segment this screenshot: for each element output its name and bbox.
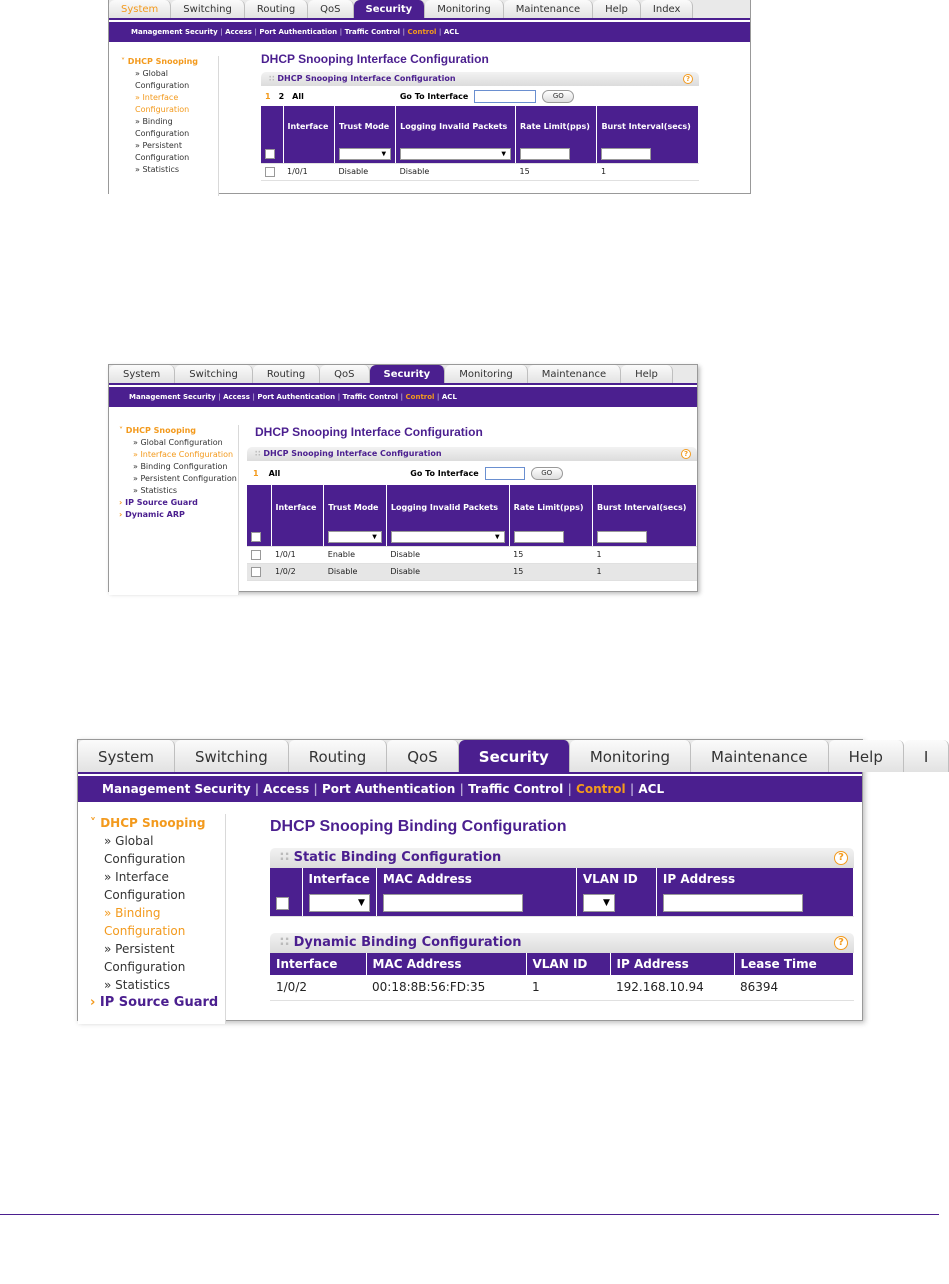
- sidebar-item-global-configuration[interactable]: » Global Configuration: [133, 438, 223, 447]
- sidebar-item-interface-configuration[interactable]: » Interface Configuration: [133, 450, 234, 459]
- edit-row: [270, 890, 854, 916]
- pagination-row: [247, 461, 697, 485]
- subnav-separator: |: [629, 782, 639, 796]
- subnav-traffic-control[interactable]: Traffic Control: [468, 782, 564, 796]
- tab-routing[interactable]: Routing: [245, 0, 308, 18]
- select-column-header: [270, 868, 302, 890]
- rate-limit-input[interactable]: [514, 531, 564, 543]
- subnav-separator: |: [436, 393, 442, 401]
- sidebar-item-statistics[interactable]: » Statistics: [104, 978, 171, 992]
- chevron-right-icon: ›: [119, 498, 126, 507]
- sidebar-item-persistent-configuration[interactable]: » Persistent Configuration: [135, 141, 190, 162]
- goto-interface-label: Go To Interface: [399, 91, 469, 101]
- select-column-header: [261, 106, 283, 146]
- subnav-separator: |: [339, 28, 345, 36]
- edit-cell: [302, 890, 376, 916]
- sidebar: [109, 425, 239, 595]
- cell-vlan-id: 1: [526, 975, 610, 1001]
- panel-header: ∷ DHCP Snooping Interface Configuration ?: [261, 72, 699, 86]
- cell-mac-address: 00:18:8B:56:FD:35: [366, 975, 526, 1001]
- trust-mode-select[interactable]: [339, 148, 391, 160]
- goto-interface-input[interactable]: [485, 467, 525, 480]
- chevron-right-icon: ›: [90, 995, 100, 1010]
- go-button[interactable]: GO: [531, 467, 563, 480]
- subnav-separator: |: [254, 782, 264, 796]
- cell-logging: Disable: [386, 546, 509, 563]
- subnav-control[interactable]: Control: [405, 393, 435, 401]
- sidebar: [109, 56, 219, 196]
- tab-switching[interactable]: Switching: [171, 0, 245, 18]
- select-all-checkbox[interactable]: [265, 149, 275, 159]
- sidebar-item-ip-source-guard[interactable]: › IP Source Guard: [90, 995, 219, 1010]
- dynamic-binding-table: [270, 953, 854, 1002]
- edit-row: [247, 529, 697, 546]
- help-icon[interactable]: ?: [834, 936, 848, 950]
- page-title: DHCP Snooping Interface Configuration: [261, 52, 489, 66]
- sidebar-item-statistics[interactable]: » Statistics: [135, 165, 180, 174]
- grip-icon: ∷: [280, 850, 294, 865]
- edit-cell: [261, 146, 283, 163]
- row-checkbox[interactable]: [251, 567, 261, 577]
- subnav-separator: |: [252, 393, 258, 401]
- sidebar-item-persistent-configuration[interactable]: » Persistent Configuration: [133, 474, 237, 483]
- tab-maintenance[interactable]: Maintenance: [691, 740, 829, 772]
- edit-cell: [270, 890, 302, 916]
- page-footer-rule: [0, 1214, 939, 1215]
- tab-monitoring[interactable]: Monitoring: [445, 365, 527, 383]
- column-header: Logging Invalid Packets: [396, 106, 516, 146]
- subnav-management-security[interactable]: Management Security: [131, 28, 218, 36]
- sidebar-item-global-configuration[interactable]: » Global Configuration: [135, 69, 190, 90]
- main-content: [270, 818, 854, 1001]
- column-header: Burst Interval(secs): [597, 106, 699, 146]
- page-link-1[interactable]: 1: [253, 468, 259, 478]
- page-title: DHCP Snooping Binding Configuration: [270, 818, 567, 835]
- column-header: VLAN ID: [576, 868, 656, 890]
- tab-routing[interactable]: Routing: [289, 740, 388, 772]
- binding-config-screenshot: [77, 739, 929, 1021]
- trust-mode-select[interactable]: [328, 531, 382, 543]
- column-header: Trust Mode: [324, 485, 387, 529]
- subnav-access[interactable]: Access: [225, 28, 252, 36]
- cell-rate-limit: 15: [509, 563, 592, 580]
- security-subnav: [78, 776, 862, 802]
- subnav-control[interactable]: Control: [407, 28, 437, 36]
- goto-interface-input[interactable]: [474, 90, 536, 103]
- vlan-id-select[interactable]: [583, 894, 615, 912]
- subnav-management-security[interactable]: Management Security: [129, 393, 216, 401]
- edit-cell: [509, 529, 592, 546]
- edit-cell: [396, 146, 516, 163]
- tab-maintenance[interactable]: Maintenance: [528, 365, 621, 383]
- tab-switching[interactable]: Switching: [175, 740, 289, 772]
- subnav-separator: |: [459, 782, 469, 796]
- main-tab-bar: [109, 0, 750, 20]
- interface-select[interactable]: [309, 894, 370, 912]
- column-header: Interface: [271, 485, 324, 529]
- edit-cell: [376, 890, 576, 916]
- tab-qos[interactable]: QoS: [308, 0, 353, 18]
- sidebar-item-persistent-configuration[interactable]: » Persistent Configuration: [104, 942, 186, 974]
- interface-config-screenshot-1: [108, 0, 751, 194]
- edit-cell: [656, 890, 853, 916]
- tab-help[interactable]: Help: [829, 740, 904, 772]
- subnav-separator: |: [220, 28, 226, 36]
- sidebar-item-binding-configuration[interactable]: » Binding Configuration: [104, 906, 186, 938]
- subnav-separator: |: [218, 393, 224, 401]
- security-subnav: [109, 387, 697, 407]
- subnav-separator: |: [313, 782, 322, 796]
- sidebar-item-global-configuration[interactable]: » Global Configuration: [104, 834, 186, 866]
- page-title: DHCP Snooping Interface Configuration: [255, 425, 483, 439]
- column-header: MAC Address: [376, 868, 576, 890]
- cell-lease-time: 86394: [734, 975, 854, 1001]
- page-link-all[interactable]: All: [292, 91, 304, 101]
- tab-security[interactable]: Security: [354, 0, 426, 18]
- tab-qos[interactable]: QoS: [320, 365, 369, 383]
- grip-icon: ∷: [280, 934, 294, 950]
- edit-cell: [271, 529, 324, 546]
- column-header: Burst Interval(secs): [593, 485, 697, 529]
- static-binding-panel-header: ∷ Static Binding Configuration ?: [270, 848, 854, 868]
- goto-interface-label: Go To Interface: [410, 468, 479, 478]
- grip-icon: ∷: [269, 74, 278, 83]
- table-row[interactable]: [247, 563, 697, 580]
- cell-burst-interval: 1: [597, 163, 699, 180]
- edit-cell: [597, 146, 699, 163]
- column-header: Interface: [302, 868, 376, 890]
- column-header: IP Address: [656, 868, 853, 890]
- subnav-separator: |: [402, 28, 408, 36]
- chevron-down-icon: ˅: [90, 816, 101, 830]
- edit-cell: [324, 529, 387, 546]
- help-icon[interactable]: ?: [834, 851, 848, 865]
- cell-logging: Disable: [386, 563, 509, 580]
- select-all-checkbox[interactable]: [276, 897, 289, 910]
- main-tab-bar: [109, 365, 697, 385]
- subnav-separator: |: [254, 28, 260, 36]
- tab-index[interactable]: Index: [641, 0, 694, 18]
- column-header: IP Address: [610, 953, 734, 975]
- logging-select[interactable]: [391, 531, 505, 543]
- column-header: MAC Address: [366, 953, 526, 975]
- table-row[interactable]: [270, 975, 854, 1001]
- subnav-acl[interactable]: ACL: [441, 393, 457, 401]
- tab-routing[interactable]: Routing: [253, 365, 320, 383]
- main-content: [247, 425, 697, 581]
- sidebar-item-statistics[interactable]: » Statistics: [133, 486, 178, 495]
- logging-select[interactable]: [400, 148, 511, 160]
- table-row[interactable]: [247, 546, 697, 563]
- subnav-port-authentication[interactable]: Port Authentication: [257, 393, 336, 401]
- rate-limit-input[interactable]: [520, 148, 570, 160]
- select-all-checkbox[interactable]: [251, 532, 261, 542]
- cell-interface: 1/0/2: [270, 975, 366, 1001]
- tab-security[interactable]: Security: [370, 365, 446, 383]
- edit-cell: [576, 890, 656, 916]
- sidebar-item-binding-configuration[interactable]: » Binding Configuration: [133, 462, 228, 471]
- chevron-down-icon: ˅: [119, 426, 126, 435]
- pagination-row: [261, 86, 699, 106]
- column-header: Interface: [270, 953, 366, 975]
- subnav-traffic-control[interactable]: Traffic Control: [342, 393, 399, 401]
- static-binding-table: [270, 868, 854, 917]
- tab-monitoring[interactable]: Monitoring: [570, 740, 691, 772]
- cell-trust-mode: Enable: [324, 546, 387, 563]
- tab-maintenance[interactable]: Maintenance: [504, 0, 593, 18]
- chevron-right-icon: ›: [119, 510, 126, 519]
- subnav-acl[interactable]: ACL: [638, 782, 665, 796]
- mac-address-input[interactable]: [383, 894, 523, 912]
- column-header: Logging Invalid Packets: [386, 485, 509, 529]
- cell-burst-interval: 1: [593, 546, 697, 563]
- tab-help[interactable]: Help: [621, 365, 673, 383]
- cell-trust-mode: Disable: [324, 563, 387, 580]
- interface-config-screenshot-2: [108, 364, 698, 592]
- sidebar-head-dhcp-snooping[interactable]: ˅ DHCP Snooping: [121, 57, 198, 66]
- subnav-traffic-control[interactable]: Traffic Control: [344, 28, 401, 36]
- sidebar: [78, 814, 226, 1024]
- page-link-2[interactable]: 2: [278, 91, 285, 101]
- cell-ip-address: 192.168.10.94: [610, 975, 734, 1001]
- subnav-management-security[interactable]: Management Security: [102, 782, 251, 796]
- sidebar-item-interface-configuration[interactable]: » Interface Configuration: [104, 870, 186, 902]
- subnav-separator: |: [438, 28, 444, 36]
- subnav-access[interactable]: Access: [263, 782, 310, 796]
- tab-qos[interactable]: QoS: [387, 740, 459, 772]
- subnav-separator: |: [400, 393, 406, 401]
- cell-interface: 1/0/1: [283, 163, 335, 180]
- cell-trust-mode: Disable: [335, 163, 396, 180]
- sidebar-item-ip-source-guard[interactable]: › IP Source Guard: [119, 498, 198, 507]
- subnav-acl[interactable]: ACL: [443, 28, 459, 36]
- row-checkbox[interactable]: [265, 167, 275, 177]
- column-header: Interface: [283, 106, 335, 146]
- tab-system[interactable]: System: [109, 365, 175, 383]
- sidebar-item-binding-configuration[interactable]: » Binding Configuration: [135, 117, 190, 138]
- edit-cell: [283, 146, 335, 163]
- column-header: Rate Limit(pps): [509, 485, 592, 529]
- subnav-port-authentication[interactable]: Port Authentication: [321, 782, 456, 796]
- main-tab-bar: [78, 740, 929, 774]
- column-header: Trust Mode: [335, 106, 396, 146]
- help-icon[interactable]: ?: [681, 449, 691, 459]
- cell-logging: Disable: [396, 163, 516, 180]
- cell-rate-limit: 15: [509, 546, 592, 563]
- cell-rate-limit: 15: [516, 163, 597, 180]
- edit-cell: [516, 146, 597, 163]
- go-button[interactable]: GO: [542, 90, 574, 103]
- interface-table: [247, 485, 697, 581]
- tab-system[interactable]: System: [109, 0, 171, 18]
- table-row[interactable]: [261, 163, 699, 180]
- subnav-access[interactable]: Access: [223, 393, 250, 401]
- security-subnav: [109, 22, 750, 42]
- burst-interval-input[interactable]: [601, 148, 651, 160]
- edit-cell: [335, 146, 396, 163]
- sidebar-head-dhcp-snooping[interactable]: ˅ DHCP Snooping: [90, 816, 206, 830]
- subnav-separator: |: [337, 393, 343, 401]
- chevron-down-icon: ˅: [121, 57, 128, 66]
- page-link-1[interactable]: 1: [265, 91, 271, 101]
- page-link-all[interactable]: All: [268, 468, 281, 478]
- help-icon[interactable]: ?: [683, 74, 693, 84]
- cell-burst-interval: 1: [593, 563, 697, 580]
- tab-help[interactable]: Help: [593, 0, 641, 18]
- sidebar-head-dhcp-snooping[interactable]: ˅ DHCP Snooping: [119, 426, 196, 435]
- subnav-port-authentication[interactable]: Port Authentication: [259, 28, 338, 36]
- column-header: Lease Time: [734, 953, 854, 975]
- panel-header: ∷ DHCP Snooping Interface Configuration ?: [247, 447, 697, 461]
- grip-icon: ∷: [255, 449, 264, 458]
- tab-switching[interactable]: Switching: [175, 365, 253, 383]
- dynamic-binding-panel-header: ∷ Dynamic Binding Configuration ?: [270, 933, 854, 953]
- tab-index[interactable]: I: [904, 740, 949, 772]
- column-header: VLAN ID: [526, 953, 610, 975]
- row-checkbox[interactable]: [251, 550, 261, 560]
- cell-interface: 1/0/2: [271, 563, 324, 580]
- ip-address-input[interactable]: [663, 894, 803, 912]
- subnav-control[interactable]: Control: [576, 782, 626, 796]
- tab-monitoring[interactable]: Monitoring: [425, 0, 503, 18]
- sidebar-item-dynamic-arp[interactable]: › Dynamic ARP: [119, 510, 185, 519]
- interface-table: [261, 106, 699, 181]
- subnav-separator: |: [567, 782, 577, 796]
- edit-cell: [593, 529, 697, 546]
- tab-security[interactable]: Security: [459, 740, 570, 772]
- edit-cell: [386, 529, 509, 546]
- column-header: Rate Limit(pps): [516, 106, 597, 146]
- cell-interface: 1/0/1: [271, 546, 324, 563]
- sidebar-item-interface-configuration[interactable]: » Interface Configuration: [135, 93, 190, 114]
- burst-interval-input[interactable]: [597, 531, 647, 543]
- select-column-header: [247, 485, 271, 529]
- main-content: [261, 52, 699, 181]
- edit-cell: [247, 529, 271, 546]
- edit-row: [261, 146, 699, 163]
- tab-system[interactable]: System: [78, 740, 175, 772]
